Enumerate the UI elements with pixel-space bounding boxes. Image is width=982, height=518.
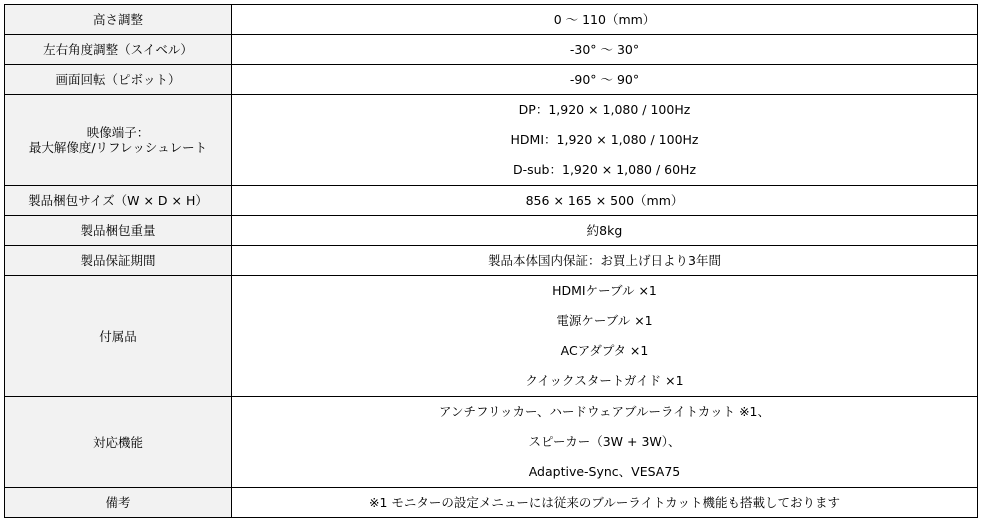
- spec-label-height: 高さ調整: [5, 5, 232, 35]
- spec-value-package-weight: 約8kg: [232, 216, 978, 246]
- spec-label-pivot: 画面回転（ピボット）: [5, 65, 232, 95]
- spec-label-notes: 備考: [5, 488, 232, 518]
- feature-line-3: Adaptive-Sync、VESA75: [528, 464, 681, 479]
- spec-value-warranty: 製品本体国内保証：お買上げ日より3年間: [232, 246, 978, 276]
- spec-value-features: [232, 397, 978, 488]
- spec-label-ports-line1: 映像端子：: [86, 125, 150, 140]
- accessory-item-hdmi-cable: HDMIケーブル ×1: [552, 283, 657, 298]
- spec-value-height: 0 ～ 110（mm）: [232, 5, 978, 35]
- port-hdmi: HDMI：1,920 × 1,080 / 100Hz: [510, 132, 699, 147]
- spec-row-swivel: [5, 35, 978, 65]
- spec-label-warranty: 製品保証期間: [5, 246, 232, 276]
- spec-label-package-weight: 製品梱包重量: [5, 216, 232, 246]
- spec-row-package-size: [5, 186, 978, 216]
- spec-table: [4, 4, 978, 518]
- spec-row-pivot: [5, 65, 978, 95]
- spec-label-package-size: 製品梱包サイズ（W × D × H）: [5, 186, 232, 216]
- accessory-item-quick-start-guide: クイックスタートガイド ×1: [525, 373, 684, 388]
- spec-label-accessories: 付属品: [5, 276, 232, 397]
- spec-row-warranty: [5, 246, 978, 276]
- accessory-item-ac-adapter: ACアダプタ ×1: [560, 343, 649, 358]
- accessory-item-power-cable: 電源ケーブル ×1: [556, 313, 653, 328]
- spec-value-package-size: 856 × 165 × 500（mm）: [232, 186, 978, 216]
- spec-row-ports: [5, 95, 978, 186]
- spec-row-accessories: [5, 276, 978, 397]
- feature-line-1: アンチフリッカー、ハードウェアブルーライトカット ※1、: [438, 404, 771, 419]
- port-dsub: D-sub：1,920 × 1,080 / 60Hz: [512, 162, 697, 177]
- spec-row-features: [5, 397, 978, 488]
- spec-label-features: 対応機能: [5, 397, 232, 488]
- spec-row-notes: [5, 488, 978, 518]
- spec-label-swivel: 左右角度調整（スイベル）: [5, 35, 232, 65]
- spec-row-package-weight: [5, 216, 978, 246]
- spec-value-pivot: -90° ～ 90°: [232, 65, 978, 95]
- spec-value-accessories: [232, 276, 978, 397]
- feature-line-2: スピーカー（3W + 3W）、: [528, 434, 681, 449]
- spec-value-ports: [232, 95, 978, 186]
- spec-label-ports-line2: 最大解像度/リフレッシュレート: [28, 140, 208, 155]
- spec-label-ports: [5, 95, 232, 186]
- port-dp: DP：1,920 × 1,080 / 100Hz: [518, 102, 691, 117]
- spec-value-swivel: -30° ～ 30°: [232, 35, 978, 65]
- spec-value-notes: ※1 モニターの設定メニューには従来のブルーライトカット機能も搭載しております: [232, 488, 978, 518]
- spec-row-height: [5, 5, 978, 35]
